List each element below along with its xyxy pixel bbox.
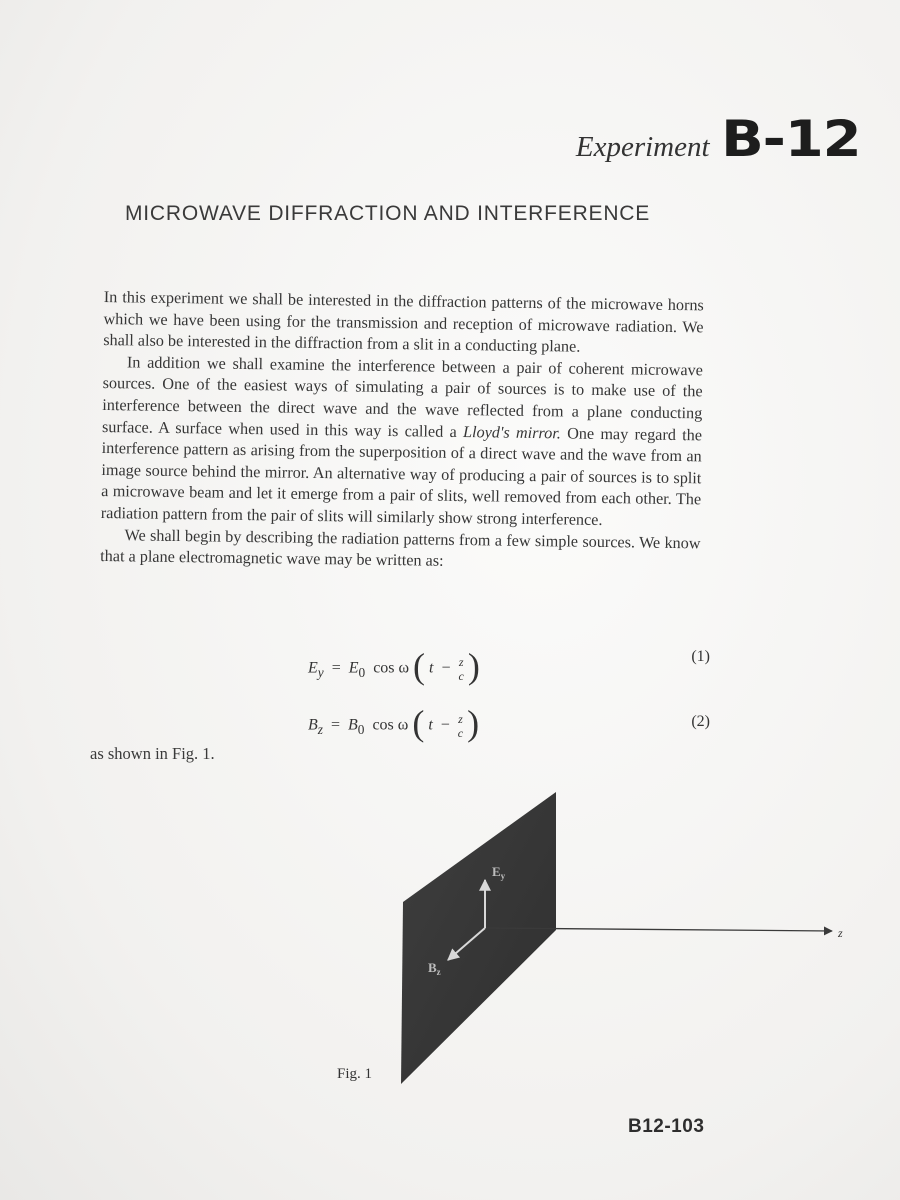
paragraph-interference-part1: In addition we shall examine the interference between a pair of coherent microwave sources. One of the easiest ways of simulating a pair of sources is to make use of the interference between the direct wave and the wave reflected from a plane conducting surface. A surface when used in this way is called a <box>101 353 704 441</box>
eq1-lhs-sub: y <box>317 664 324 680</box>
lloyds-mirror-term: Lloyd's mirror. <box>462 422 561 442</box>
equation-1-math: $E_y = E_0$ cos ω ( t − z c ) <box>308 646 480 686</box>
z-axis-label: z <box>838 926 843 940</box>
page-number-code: B12-103 <box>628 1116 705 1137</box>
eq1-amp-sub: 0 <box>358 664 366 680</box>
eq1-lhs: E <box>308 659 318 677</box>
eq2-amp: B <box>348 716 358 734</box>
figure-caption: Fig. 1 <box>337 1066 373 1082</box>
equation-2-math: $B_z = B_0$ cos ω ( t − z c ) <box>308 703 480 743</box>
eq2-open-paren: ( <box>412 703 425 743</box>
eq2-func: cos ω <box>372 716 409 734</box>
eq2-close-paren: ) <box>467 703 480 743</box>
eq2-amp-sub: 0 <box>357 721 365 737</box>
eq1-t: t <box>429 659 434 677</box>
eq1-func: cos ω <box>373 659 410 677</box>
eq1-open-paren: ( <box>413 646 426 686</box>
eq2-lhs-sub: z <box>317 721 323 737</box>
eq2-frac-num: z <box>458 712 463 726</box>
eq1-minus: − <box>441 659 451 677</box>
eq1-frac-den: c <box>458 669 464 683</box>
b-field-label: $B_z$ <box>428 960 441 977</box>
wavefront-plane <box>401 792 556 1084</box>
paragraph-interference-part2: One may regard the interference pattern as arising from the superposition of a direct wave and the wave from an image source behind the mirror. An alternative way of producing a pair of sources is to split a microwave beam and let it emerge from a pair of slits, well removed from each other. The radiation pattern from the pair of slits will similarly show strong interference. <box>100 423 703 529</box>
experiment-label: Experiment <box>575 131 710 163</box>
eq1-frac-num: z <box>458 655 464 669</box>
eq2-minus: − <box>440 716 450 734</box>
experiment-code: B-12 <box>720 110 860 168</box>
eq2-t: t <box>428 716 433 734</box>
page-title: MICROWAVE DIFFRACTION AND INTERFERENCE <box>125 202 651 225</box>
figure-reference-text: as shown in Fig. 1. <box>90 744 215 763</box>
paragraph-intro: In this experiment we shall be interested in the diffraction patterns of the microwave horns which we have been using for the transmission and reception of microwave radiation. We shall also be interested in the diffraction from a slit in a conducting plane. <box>103 287 704 356</box>
e-field-label: $E_y$ <box>492 864 506 881</box>
eq2-frac-den: c <box>457 726 464 740</box>
equation-2-number: (2) <box>691 713 710 730</box>
eq2-lhs: B <box>308 716 318 734</box>
equation-1-number: (1) <box>691 648 710 665</box>
paragraph-radiation: We shall begin by describing the radiation patterns from a few simple sources. We know that a plane electromagnetic wave may be written as: <box>100 525 701 570</box>
eq1-amp: E <box>348 659 359 677</box>
eq1-close-paren: ) <box>467 646 480 686</box>
